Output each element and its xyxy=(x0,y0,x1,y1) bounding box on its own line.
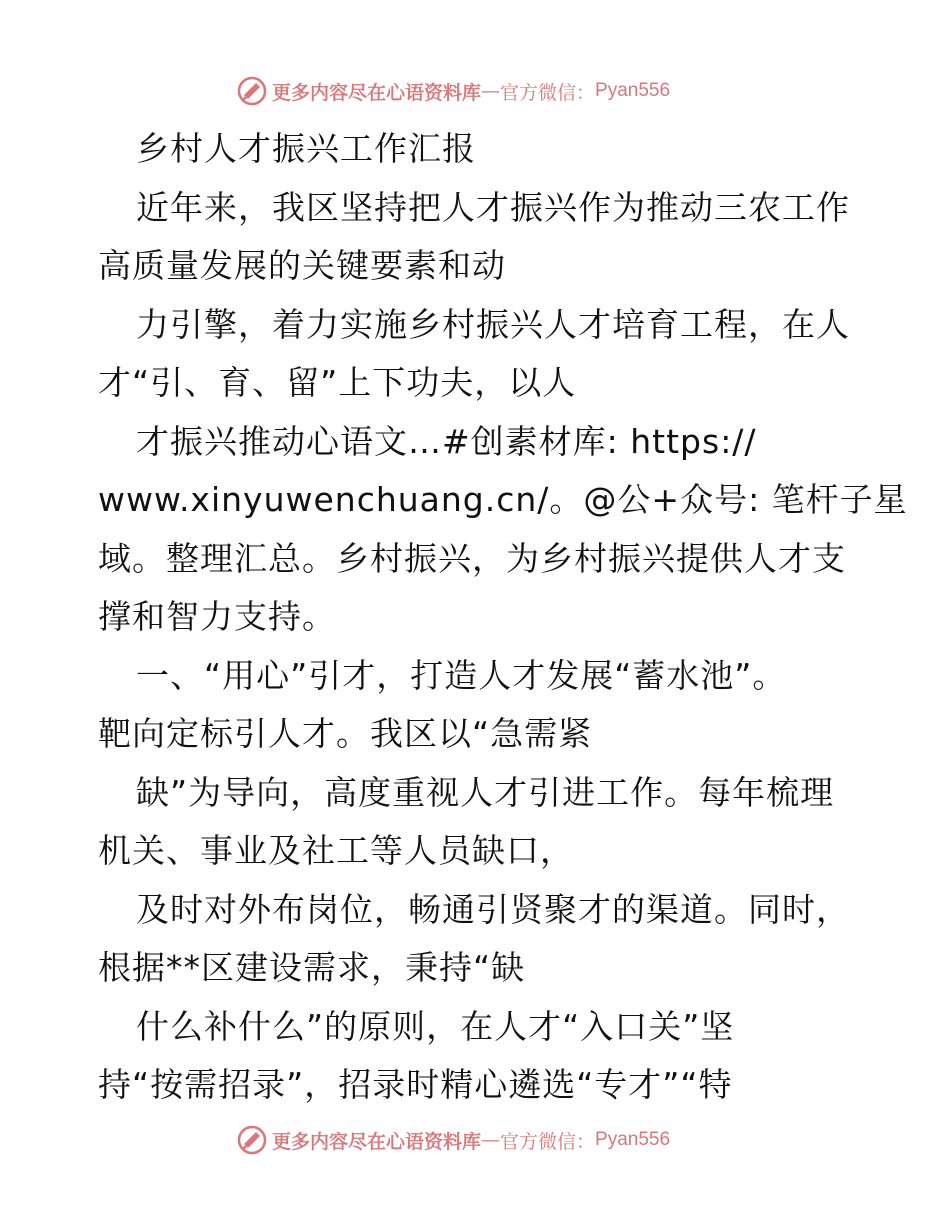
paragraph-line: 及时对外布岗位，畅通引贤聚才的渠道。同时， xyxy=(136,889,850,929)
watermark-label: 官方微信： xyxy=(500,1130,596,1153)
paragraph-line: www.xinyuwenchuang.cn/。@公+众号: 笔杆子星 xyxy=(98,480,908,519)
document-title: 乡村人才振兴工作汇报 xyxy=(136,129,476,168)
paragraph-line: 力引擎，着力实施乡村振兴人才培育工程，在人 xyxy=(136,304,850,344)
paragraph-line: 域。整理汇总。乡村振兴，为乡村振兴提供人才支 xyxy=(98,538,846,578)
watermark-separator: — xyxy=(481,80,501,102)
paragraph-line: 什么补什么”的原则，在人才“入口关”坚 xyxy=(136,1006,735,1046)
paragraph-line: 撑和智力支持。 xyxy=(98,597,336,636)
watermark-account: Pyan556 xyxy=(595,1129,671,1150)
logo-icon xyxy=(236,1124,268,1156)
paragraph-line: 才振兴推动心语文…#创素材库: https:// xyxy=(136,421,757,461)
watermark-header xyxy=(236,74,670,108)
document-body xyxy=(98,120,908,1115)
watermark-label: 官方微信： xyxy=(500,81,596,104)
paragraph-line: 才“引、育、留”上下功夫，以人 xyxy=(98,363,577,402)
paragraph-line: 持“按需招录”，招录时精心遴选“专才”“特 xyxy=(98,1065,733,1104)
paragraph-line: 高质量发展的关键要素和动 xyxy=(98,246,506,285)
logo-icon xyxy=(236,75,268,107)
paragraph-line: 近年来，我区坚持把人才振兴作为推动三农工作 xyxy=(136,187,850,227)
section-heading: 一、“用心”引才，打造人才发展“蓄水池”。 xyxy=(136,655,787,695)
watermark-account: Pyan556 xyxy=(595,80,671,101)
paragraph-line: 根据**区建设需求，秉持“缺 xyxy=(98,948,526,987)
watermark-site-text: 更多内容尽在心语资料库 xyxy=(272,81,482,104)
watermark-site-text: 更多内容尽在心语资料库 xyxy=(272,1130,482,1153)
paragraph-line: 缺”为导向，高度重视人才引进工作。每年梳理 xyxy=(136,772,835,812)
paragraph-line: 靶向定标引人才。我区以“急需紧 xyxy=(98,714,593,753)
paragraph-line: 机关、事业及社工等人员缺口， xyxy=(98,831,574,870)
watermark-separator: — xyxy=(481,1129,501,1151)
watermark-footer xyxy=(236,1123,670,1157)
